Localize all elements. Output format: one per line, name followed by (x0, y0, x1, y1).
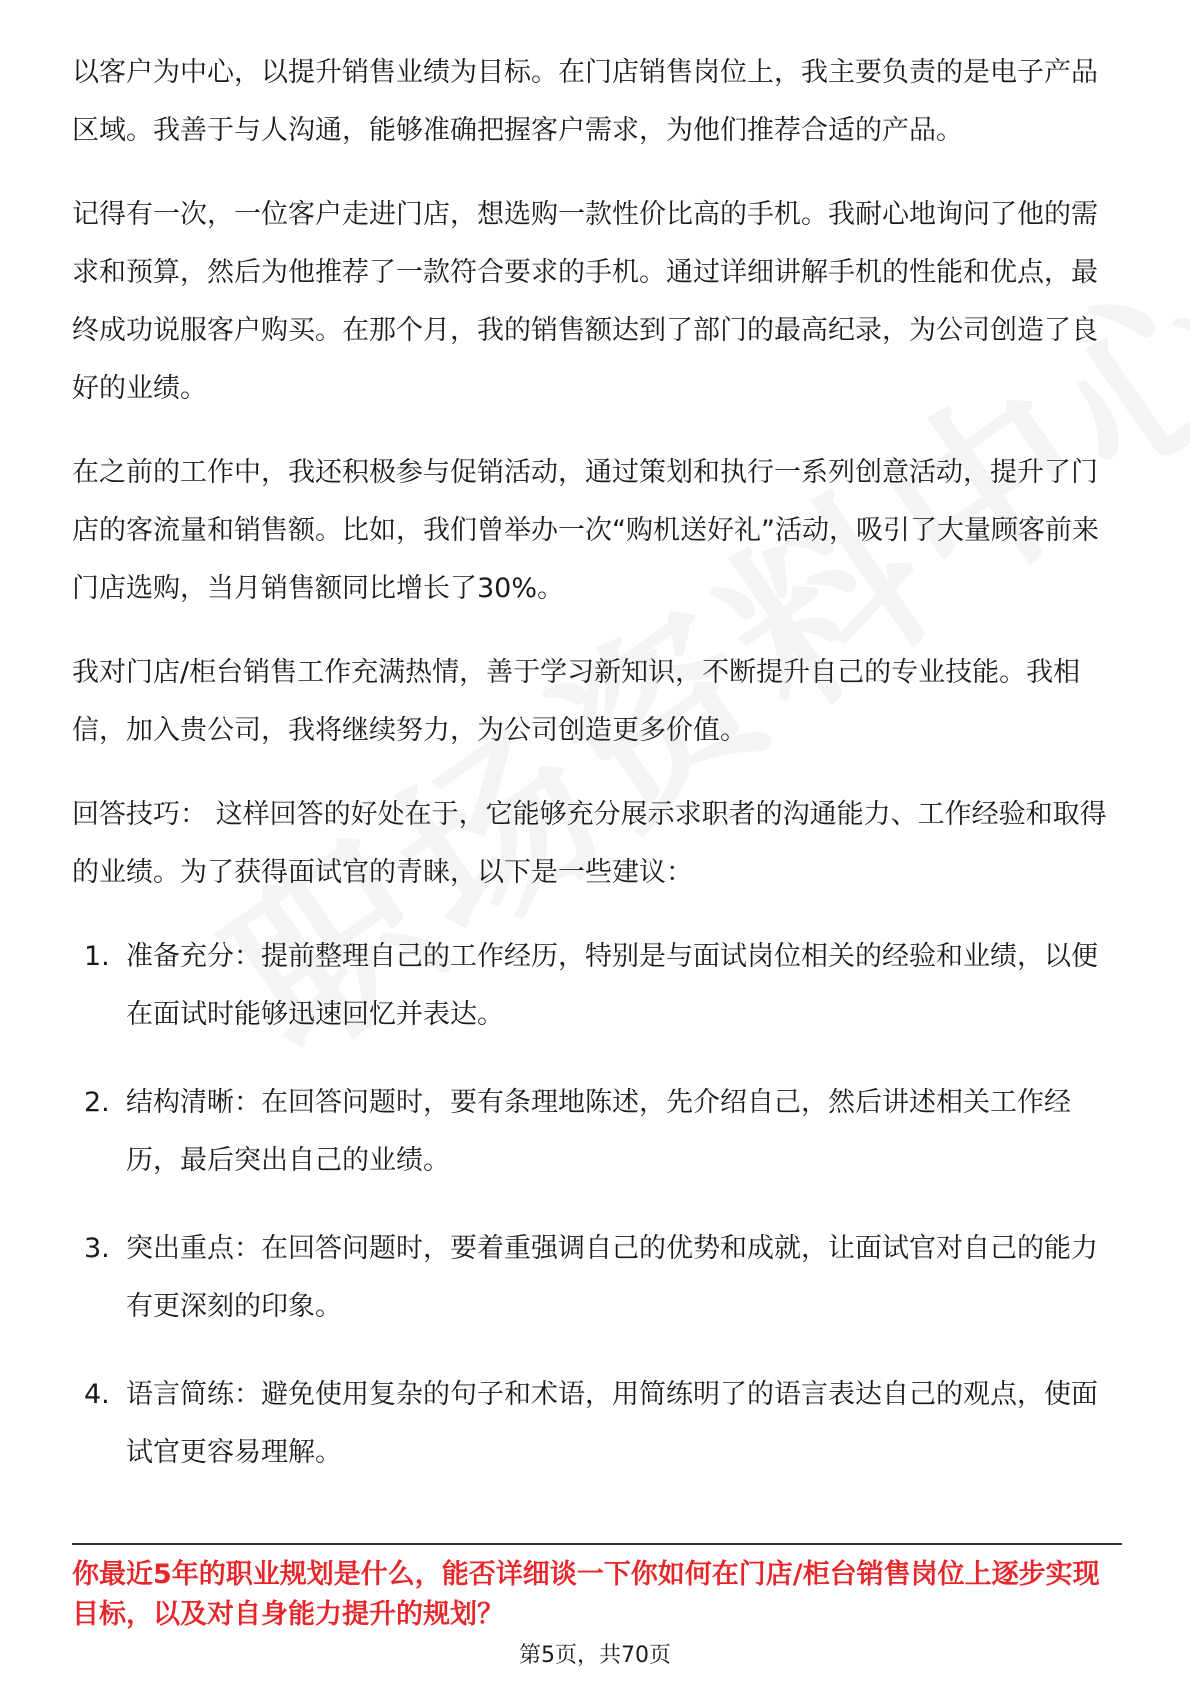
next-question-heading: 你最近5年的职业规划是什么，能否详细谈一下你如何在门店/柜台销售岗位上逐步实现目标，以及对自身能力提升的规划？ (72, 1559, 1100, 1630)
list-item-number: 3. (84, 1233, 110, 1264)
list-item-number: 2. (84, 1087, 110, 1118)
paragraph: 记得有一次，一位客户走进门店，想选购一款性价比高的手机。我耐心地询问了他的需求和预算，然后为他推荐了一款符合要求的手机。通过详细讲解手机的性能和优点，最终成功说服客户购买。在那个月，我的销售额达到了部门的最高纪录，为公司创造了良好的业绩。 (72, 199, 1098, 404)
list-item-number: 4. (84, 1379, 110, 1410)
list-item (72, 1074, 1122, 1190)
list-item-text: 准备充分：提前整理自己的工作经历，特别是与面试岗位相关的经验和业绩，以便在面试时能够迅速回忆并表达。 (126, 941, 1098, 1030)
paragraph: 以客户为中心，以提升销售业绩为目标。在门店销售岗位上，我主要负责的是电子产品区域。我善于与人沟通，能够准确把握客户需求，为他们推荐合适的产品。 (72, 57, 1098, 146)
paragraph: 在之前的工作中，我还积极参与促销活动，通过策划和执行一系列创意活动，提升了门店的客流量和销售额。比如，我们曾举办一次“购机送好礼”活动，吸引了大量顾客前来门店选购，当月销售额同比增长了30%。 (72, 457, 1099, 604)
list-item-text: 突出重点：在回答问题时，要着重强调自己的优势和成就，让面试官对自己的能力有更深刻的印象。 (126, 1233, 1098, 1322)
list-item-text: 语言简练：避免使用复杂的句子和术语，用简练明了的语言表达自己的观点，使面试官更容易理解。 (126, 1379, 1098, 1468)
answer-tips-intro: 回答技巧： 这样回答的好处在于，它能够充分展示求职者的沟通能力、工作经验和取得的业绩。为了获得面试官的青睐，以下是一些建议： (72, 799, 1107, 888)
section-divider (72, 1543, 1122, 1545)
list-item-text: 结构清晰：在回答问题时，要有条理地陈述，先介绍自己，然后讲述相关工作经历，最后突出自己的业绩。 (126, 1087, 1071, 1176)
list-item (72, 928, 1122, 1044)
document-body (72, 44, 1122, 1512)
list-item-number: 1. (84, 941, 110, 972)
list-item (72, 1366, 1122, 1482)
tips-list (72, 928, 1122, 1482)
paragraph: 我对门店/柜台销售工作充满热情，善于学习新知识，不断提升自己的专业技能。我相信，加入贵公司，我将继续努力，为公司创造更多价值。 (72, 657, 1081, 746)
list-item (72, 1220, 1122, 1336)
page-number: 第5页，共70页 (519, 1643, 671, 1668)
